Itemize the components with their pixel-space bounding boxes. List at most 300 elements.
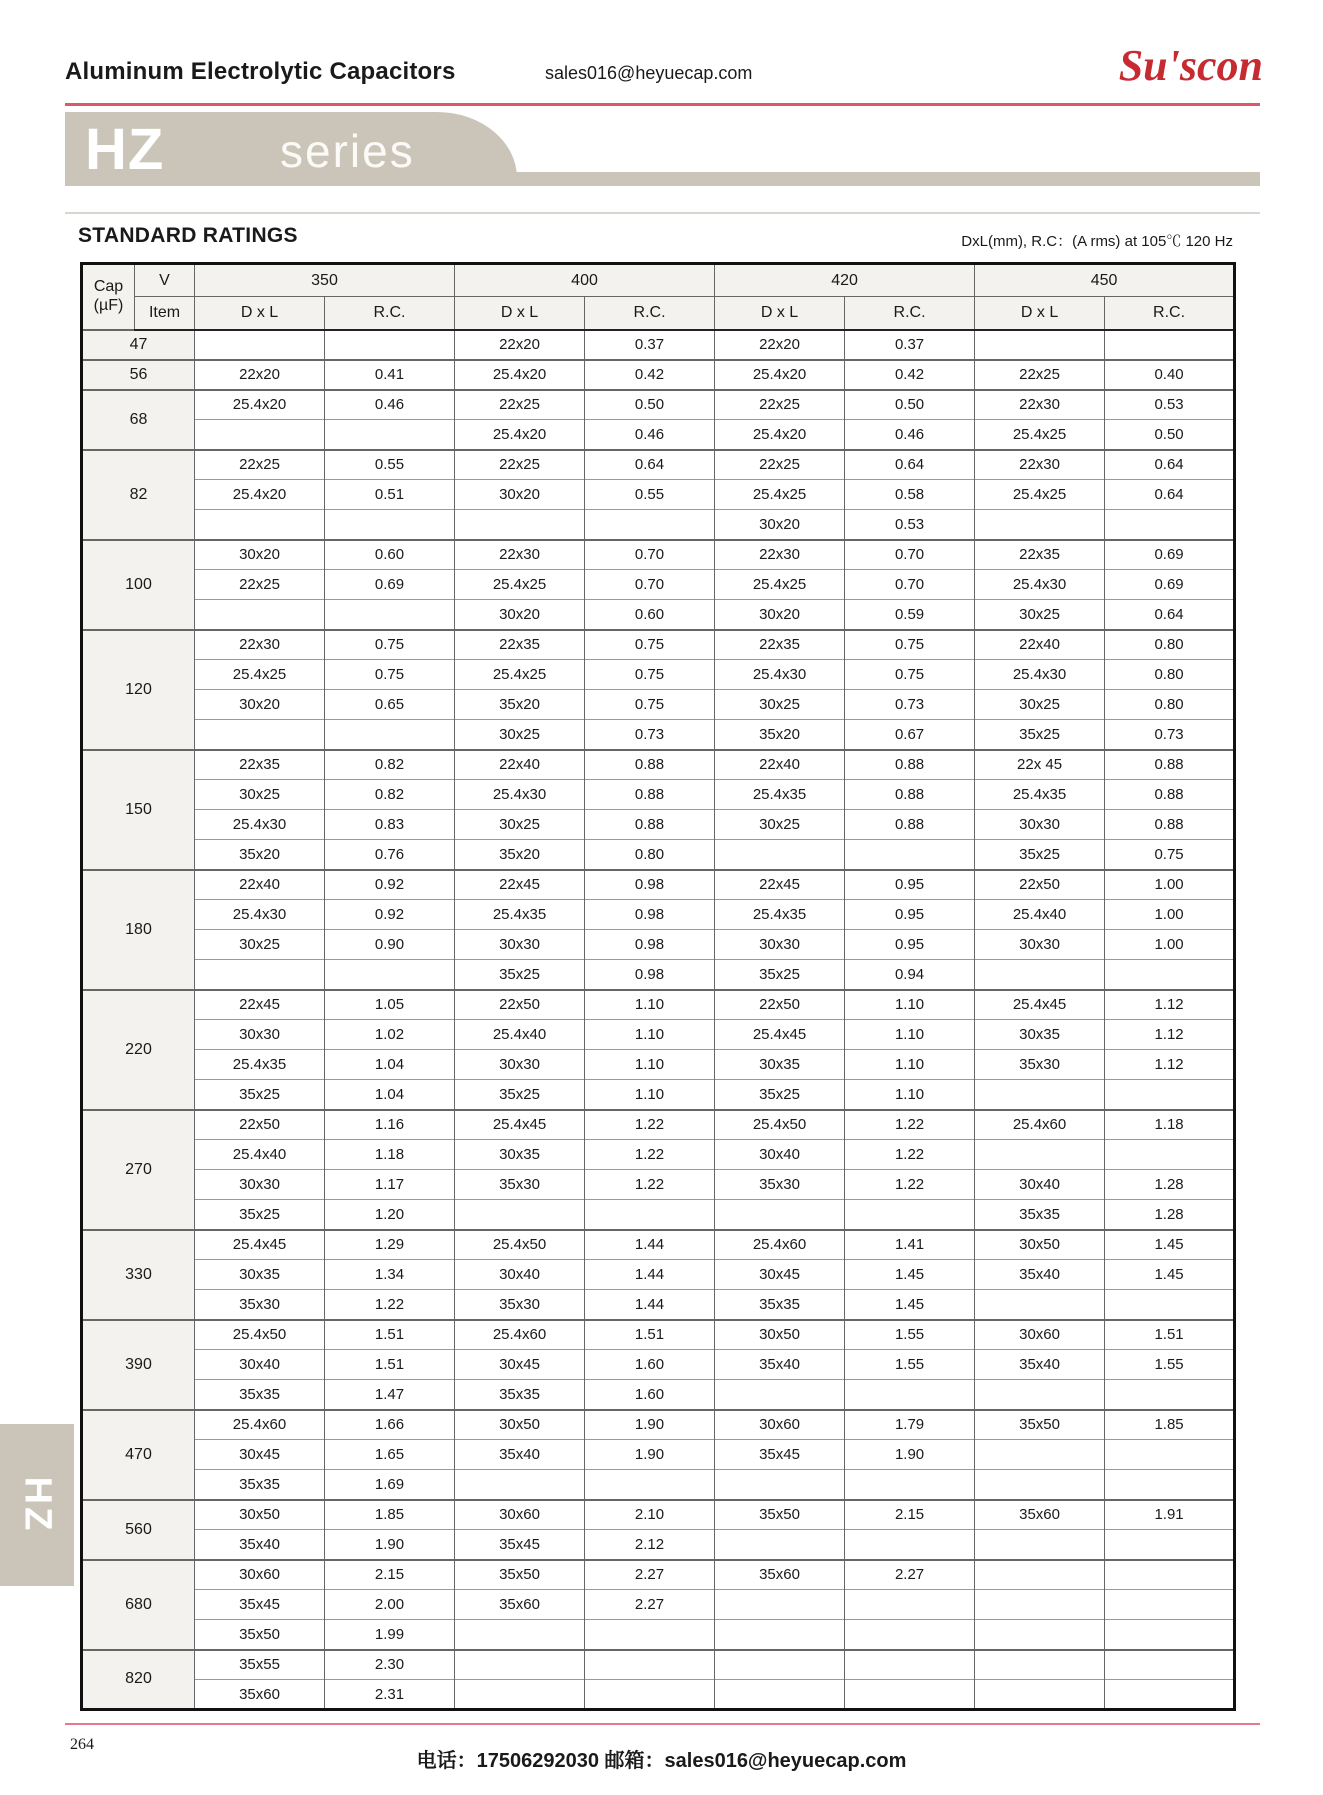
rc-cell: [325, 720, 455, 750]
rc-cell: 2.10: [585, 1500, 715, 1530]
table-row: [82, 1140, 1235, 1170]
cap-value: 180: [82, 870, 195, 990]
rc-cell: 1.22: [325, 1290, 455, 1320]
rc-cell: 0.37: [845, 330, 975, 360]
rc-cell: 0.98: [585, 960, 715, 990]
rc-cell: 0.70: [585, 570, 715, 600]
rc-cell: 0.69: [1105, 570, 1235, 600]
dxl-cell: 22x35: [455, 630, 585, 660]
rc-cell: 0.75: [325, 660, 455, 690]
cap-value: 120: [82, 630, 195, 750]
dxl-cell: 25.4x35: [195, 1050, 325, 1080]
rc-cell: 0.88: [845, 750, 975, 780]
rc-cell: 1.55: [1105, 1350, 1235, 1380]
rc-cell: 1.10: [585, 1050, 715, 1080]
rc-cell: 1.44: [585, 1230, 715, 1260]
item-header: Item: [135, 297, 195, 330]
rc-cell: 1.51: [325, 1350, 455, 1380]
dxl-cell: 35x35: [455, 1380, 585, 1410]
cap-value: 680: [82, 1560, 195, 1650]
section-title: STANDARD RATINGS: [78, 224, 298, 247]
rc-cell: 0.40: [1105, 360, 1235, 390]
rc-cell: 0.42: [845, 360, 975, 390]
rc-cell: [1105, 1380, 1235, 1410]
dxl-cell: [715, 1620, 845, 1650]
dxl-cell: 35x50: [455, 1560, 585, 1590]
table-row: [82, 600, 1235, 630]
rc-cell: 1.28: [1105, 1200, 1235, 1230]
dxl-cell: [195, 960, 325, 990]
header-email: sales016@heyuecap.com: [545, 63, 753, 83]
rc-cell: 1.60: [585, 1350, 715, 1380]
dxl-cell: 22x35: [975, 540, 1105, 570]
dxl-cell: 35x45: [715, 1440, 845, 1470]
dxl-cell: 22x50: [195, 1110, 325, 1140]
rc-cell: 0.88: [585, 780, 715, 810]
rc-cell: 0.41: [325, 360, 455, 390]
dxl-cell: 22x40: [195, 870, 325, 900]
cap-value: 56: [82, 360, 195, 390]
rc-cell: 2.15: [845, 1500, 975, 1530]
dxl-cell: 30x45: [195, 1440, 325, 1470]
dxl-cell: 25.4x35: [715, 900, 845, 930]
cap-value: 330: [82, 1230, 195, 1320]
dxl-cell: 35x35: [195, 1380, 325, 1410]
cap-value: 150: [82, 750, 195, 870]
rc-cell: 0.73: [585, 720, 715, 750]
dxl-cell: 22x40: [455, 750, 585, 780]
rc-cell: [1105, 1650, 1235, 1680]
dxl-cell: 30x25: [195, 930, 325, 960]
dxl-cell: [975, 1080, 1105, 1110]
dxl-cell: 22x35: [195, 750, 325, 780]
rc-cell: 0.88: [845, 780, 975, 810]
dxl-cell: 35x50: [715, 1500, 845, 1530]
table-row: [82, 1350, 1235, 1380]
footer-divider: [65, 1723, 1260, 1725]
rc-cell: 1.20: [325, 1200, 455, 1230]
rc-cell: [845, 1650, 975, 1680]
dxl-cell: 25.4x50: [715, 1110, 845, 1140]
rc-cell: 1.10: [585, 1020, 715, 1050]
table-row: [82, 480, 1235, 510]
dxl-cell: 25.4x45: [975, 990, 1105, 1020]
dxl-cell: 35x30: [715, 1170, 845, 1200]
rc-cell: 0.67: [845, 720, 975, 750]
rc-cell: 0.95: [845, 870, 975, 900]
dxl-cell: [195, 600, 325, 630]
rc-cell: 2.31: [325, 1680, 455, 1710]
cap-value: 470: [82, 1410, 195, 1500]
dxl-cell: 35x60: [195, 1680, 325, 1710]
table-row: [82, 1440, 1235, 1470]
rc-cell: [845, 1530, 975, 1560]
series-side-tab: [0, 1424, 74, 1586]
dxl-cell: 35x40: [455, 1440, 585, 1470]
rc-cell: 1.90: [845, 1440, 975, 1470]
table-row: [82, 1530, 1235, 1560]
dxl-cell: [975, 1440, 1105, 1470]
dxl-cell: 22x20: [715, 330, 845, 360]
dxl-cell: 22x50: [715, 990, 845, 1020]
dxl-cell: [195, 330, 325, 360]
rc-cell: 1.12: [1105, 990, 1235, 1020]
table-row: [82, 900, 1235, 930]
dxl-cell: 35x35: [715, 1290, 845, 1320]
table-row: [82, 630, 1235, 660]
dxl-cell: 25.4x35: [715, 780, 845, 810]
dxl-cell: 30x30: [455, 930, 585, 960]
table-row: [82, 1080, 1235, 1110]
dxl-cell: 35x20: [455, 840, 585, 870]
dxl-cell: [715, 840, 845, 870]
dxl-cell: [975, 330, 1105, 360]
dxl-cell: 22x 45: [975, 750, 1105, 780]
table-row: [82, 390, 1235, 420]
rc-cell: 0.76: [325, 840, 455, 870]
rc-cell: 1.22: [845, 1170, 975, 1200]
rc-cell: [325, 600, 455, 630]
rc-cell: 0.82: [325, 750, 455, 780]
dxl-cell: [455, 1200, 585, 1230]
table-row: [82, 1170, 1235, 1200]
rc-header: R.C.: [1105, 297, 1235, 330]
dxl-cell: 30x30: [975, 810, 1105, 840]
dxl-cell: 30x25: [715, 690, 845, 720]
rc-cell: [1105, 330, 1235, 360]
rc-cell: 1.10: [845, 1050, 975, 1080]
rc-cell: [585, 1680, 715, 1710]
rc-cell: 1.85: [325, 1500, 455, 1530]
rc-cell: 1.04: [325, 1080, 455, 1110]
rc-cell: 0.58: [845, 480, 975, 510]
table-row: [82, 570, 1235, 600]
rc-cell: [845, 1470, 975, 1500]
table-row: [82, 1380, 1235, 1410]
rc-cell: 0.64: [1105, 600, 1235, 630]
rc-cell: 1.90: [585, 1410, 715, 1440]
dxl-cell: 30x25: [455, 720, 585, 750]
dxl-cell: 30x50: [975, 1230, 1105, 1260]
voltage-header-400: 400: [455, 264, 715, 297]
table-row: [82, 1050, 1235, 1080]
table-row: [82, 420, 1235, 450]
rc-cell: 0.73: [845, 690, 975, 720]
dxl-cell: 22x40: [975, 630, 1105, 660]
cap-value: 390: [82, 1320, 195, 1410]
rc-cell: [1105, 510, 1235, 540]
dxl-cell: 30x35: [195, 1260, 325, 1290]
dxl-cell: 25.4x30: [975, 660, 1105, 690]
rc-cell: 0.53: [1105, 390, 1235, 420]
table-row: [82, 1680, 1235, 1710]
dxl-cell: 25.4x60: [715, 1230, 845, 1260]
dxl-cell: 25.4x20: [455, 420, 585, 450]
rc-cell: 1.85: [1105, 1410, 1235, 1440]
rc-cell: 1.04: [325, 1050, 455, 1080]
dxl-cell: 30x20: [715, 600, 845, 630]
rc-cell: 1.45: [845, 1260, 975, 1290]
rc-cell: [1105, 1560, 1235, 1590]
rc-cell: 0.70: [845, 540, 975, 570]
dxl-cell: 35x25: [195, 1200, 325, 1230]
banner-divider: [65, 212, 1260, 214]
dxl-cell: [975, 1680, 1105, 1710]
dxl-cell: 22x45: [195, 990, 325, 1020]
dxl-cell: 35x30: [195, 1290, 325, 1320]
header-divider: [65, 103, 1260, 106]
dxl-header: D x L: [975, 297, 1105, 330]
dxl-cell: 22x25: [195, 450, 325, 480]
dxl-cell: 35x50: [975, 1410, 1105, 1440]
table-row: [82, 930, 1235, 960]
table-row: [82, 1650, 1235, 1680]
dxl-cell: 30x40: [455, 1260, 585, 1290]
rc-cell: [325, 330, 455, 360]
dxl-cell: [975, 1530, 1105, 1560]
rc-cell: 1.17: [325, 1170, 455, 1200]
rc-cell: 0.88: [845, 810, 975, 840]
table-row: [82, 1320, 1235, 1350]
dxl-cell: 22x35: [715, 630, 845, 660]
rc-cell: 0.92: [325, 900, 455, 930]
dxl-cell: 30x35: [715, 1050, 845, 1080]
dxl-cell: 22x30: [715, 540, 845, 570]
rc-cell: 1.41: [845, 1230, 975, 1260]
rc-cell: 0.75: [325, 630, 455, 660]
dxl-cell: 30x20: [195, 540, 325, 570]
dxl-header: D x L: [455, 297, 585, 330]
rc-cell: 0.55: [325, 450, 455, 480]
subheader-row: [82, 297, 1235, 330]
dxl-cell: 35x20: [715, 720, 845, 750]
voltage-header-420: 420: [715, 264, 975, 297]
cap-value: 68: [82, 390, 195, 450]
table-row: [82, 1230, 1235, 1260]
dxl-cell: 30x20: [195, 690, 325, 720]
dxl-cell: 22x50: [975, 870, 1105, 900]
rc-cell: 0.55: [585, 480, 715, 510]
voltage-header-350: 350: [195, 264, 455, 297]
rc-cell: 1.65: [325, 1440, 455, 1470]
dxl-cell: 30x20: [715, 510, 845, 540]
rc-cell: 0.37: [585, 330, 715, 360]
cap-value: 47: [82, 330, 195, 360]
dxl-cell: [975, 1470, 1105, 1500]
dxl-cell: 22x25: [715, 390, 845, 420]
rc-cell: 1.12: [1105, 1020, 1235, 1050]
dxl-cell: 35x25: [195, 1080, 325, 1110]
dxl-cell: 30x60: [195, 1560, 325, 1590]
dxl-cell: [455, 1620, 585, 1650]
rc-cell: 1.18: [1105, 1110, 1235, 1140]
table-row: [82, 1560, 1235, 1590]
rc-cell: 1.45: [1105, 1260, 1235, 1290]
dxl-cell: 30x45: [715, 1260, 845, 1290]
rc-cell: 1.10: [845, 1020, 975, 1050]
table-row: [82, 660, 1235, 690]
rc-header: R.C.: [325, 297, 455, 330]
dxl-cell: 25.4x45: [715, 1020, 845, 1050]
dxl-cell: [195, 720, 325, 750]
voltage-header-450: 450: [975, 264, 1235, 297]
rc-cell: 0.95: [845, 900, 975, 930]
rc-cell: 0.51: [325, 480, 455, 510]
rc-cell: 0.70: [845, 570, 975, 600]
dxl-cell: [715, 1680, 845, 1710]
rc-cell: 1.55: [845, 1350, 975, 1380]
rc-cell: 0.46: [585, 420, 715, 450]
rc-cell: 0.90: [325, 930, 455, 960]
dxl-cell: [975, 1560, 1105, 1590]
dxl-cell: 30x30: [975, 930, 1105, 960]
rc-cell: 0.88: [1105, 780, 1235, 810]
table-row: [82, 360, 1235, 390]
rc-cell: [1105, 1080, 1235, 1110]
rc-header: R.C.: [585, 297, 715, 330]
table-row: [82, 1620, 1235, 1650]
dxl-cell: 25.4x25: [715, 480, 845, 510]
dxl-cell: 22x20: [455, 330, 585, 360]
rc-cell: [325, 420, 455, 450]
dxl-cell: 30x60: [975, 1320, 1105, 1350]
dxl-cell: 35x45: [195, 1590, 325, 1620]
dxl-cell: 35x45: [455, 1530, 585, 1560]
table-row: [82, 1410, 1235, 1440]
dxl-cell: 30x35: [455, 1140, 585, 1170]
rc-cell: 0.80: [585, 840, 715, 870]
cap-value: 270: [82, 1110, 195, 1230]
rc-cell: 1.10: [845, 1080, 975, 1110]
rc-cell: 0.64: [845, 450, 975, 480]
rc-cell: 1.16: [325, 1110, 455, 1140]
dxl-cell: 35x55: [195, 1650, 325, 1680]
dxl-cell: 35x25: [715, 960, 845, 990]
table-row: [82, 510, 1235, 540]
rc-cell: 0.69: [325, 570, 455, 600]
dxl-cell: [195, 510, 325, 540]
rc-cell: 0.64: [1105, 480, 1235, 510]
dxl-cell: 35x25: [975, 840, 1105, 870]
rc-cell: 0.92: [325, 870, 455, 900]
rc-cell: 0.75: [1105, 840, 1235, 870]
rc-cell: 0.65: [325, 690, 455, 720]
dxl-header: D x L: [195, 297, 325, 330]
cap-value: 82: [82, 450, 195, 540]
rc-cell: 0.80: [1105, 690, 1235, 720]
dxl-cell: 22x30: [975, 450, 1105, 480]
dxl-cell: 25.4x20: [715, 360, 845, 390]
dxl-cell: 35x35: [195, 1470, 325, 1500]
dxl-cell: 30x40: [975, 1170, 1105, 1200]
rc-cell: [1105, 1470, 1235, 1500]
rc-cell: 0.82: [325, 780, 455, 810]
dxl-cell: [455, 510, 585, 540]
rc-cell: 2.00: [325, 1590, 455, 1620]
table-row: [82, 990, 1235, 1020]
voltage-header-row: [82, 264, 1235, 297]
rc-cell: 0.80: [1105, 660, 1235, 690]
rc-cell: 0.75: [585, 690, 715, 720]
dxl-cell: 30x50: [455, 1410, 585, 1440]
dxl-cell: 25.4x30: [195, 900, 325, 930]
rc-cell: 2.12: [585, 1530, 715, 1560]
cap-header-unit: (µF): [93, 296, 124, 314]
page-title: Aluminum Electrolytic Capacitors: [65, 58, 456, 85]
rc-cell: [585, 1200, 715, 1230]
dxl-cell: 25.4x30: [975, 570, 1105, 600]
dxl-cell: 25.4x50: [455, 1230, 585, 1260]
dxl-cell: 30x40: [715, 1140, 845, 1170]
dxl-cell: 30x30: [195, 1170, 325, 1200]
rc-cell: 0.50: [1105, 420, 1235, 450]
rc-cell: 0.88: [1105, 810, 1235, 840]
dxl-cell: 25.4x35: [975, 780, 1105, 810]
dxl-cell: 22x20: [195, 360, 325, 390]
cap-header-label: Cap: [93, 278, 124, 296]
rc-cell: [845, 840, 975, 870]
rc-cell: 0.83: [325, 810, 455, 840]
rc-cell: 1.00: [1105, 870, 1235, 900]
dxl-cell: 22x25: [975, 360, 1105, 390]
dxl-cell: [455, 1680, 585, 1710]
rc-cell: 1.00: [1105, 900, 1235, 930]
page-number: 264: [70, 1736, 94, 1753]
rc-cell: 2.30: [325, 1650, 455, 1680]
rc-cell: [845, 1380, 975, 1410]
dxl-cell: [715, 1200, 845, 1230]
rc-cell: 0.50: [585, 390, 715, 420]
dxl-cell: [975, 960, 1105, 990]
table-row: [82, 840, 1235, 870]
rc-cell: 2.27: [845, 1560, 975, 1590]
cap-value: 100: [82, 540, 195, 630]
dxl-cell: 30x40: [195, 1350, 325, 1380]
rc-cell: 1.66: [325, 1410, 455, 1440]
rc-cell: 1.60: [585, 1380, 715, 1410]
dxl-cell: 25.4x40: [455, 1020, 585, 1050]
dxl-cell: 22x30: [195, 630, 325, 660]
table-row: [82, 1590, 1235, 1620]
dxl-cell: [715, 1470, 845, 1500]
cap-header: [82, 264, 135, 330]
dxl-cell: 30x20: [455, 600, 585, 630]
rc-cell: [325, 510, 455, 540]
brand-logo: Su'scon: [1118, 41, 1263, 90]
rc-cell: 0.98: [585, 930, 715, 960]
rc-cell: 2.15: [325, 1560, 455, 1590]
rc-cell: 1.22: [845, 1110, 975, 1140]
dxl-cell: 22x50: [455, 990, 585, 1020]
dxl-cell: 22x30: [975, 390, 1105, 420]
rc-cell: [1105, 1680, 1235, 1710]
dxl-cell: 22x25: [195, 570, 325, 600]
dxl-cell: 35x40: [715, 1350, 845, 1380]
rc-cell: 1.69: [325, 1470, 455, 1500]
dxl-cell: 22x40: [715, 750, 845, 780]
ratings-table: [80, 262, 1236, 1711]
table-row: [82, 540, 1235, 570]
rc-cell: 1.10: [845, 990, 975, 1020]
dxl-cell: 25.4x25: [715, 570, 845, 600]
dxl-cell: 35x60: [975, 1500, 1105, 1530]
rc-cell: [1105, 1290, 1235, 1320]
dxl-cell: 35x20: [455, 690, 585, 720]
side-tab-label: HZ: [16, 1476, 59, 1534]
dxl-cell: 25.4x25: [975, 420, 1105, 450]
dxl-cell: 30x25: [195, 780, 325, 810]
dxl-cell: 25.4x50: [195, 1320, 325, 1350]
